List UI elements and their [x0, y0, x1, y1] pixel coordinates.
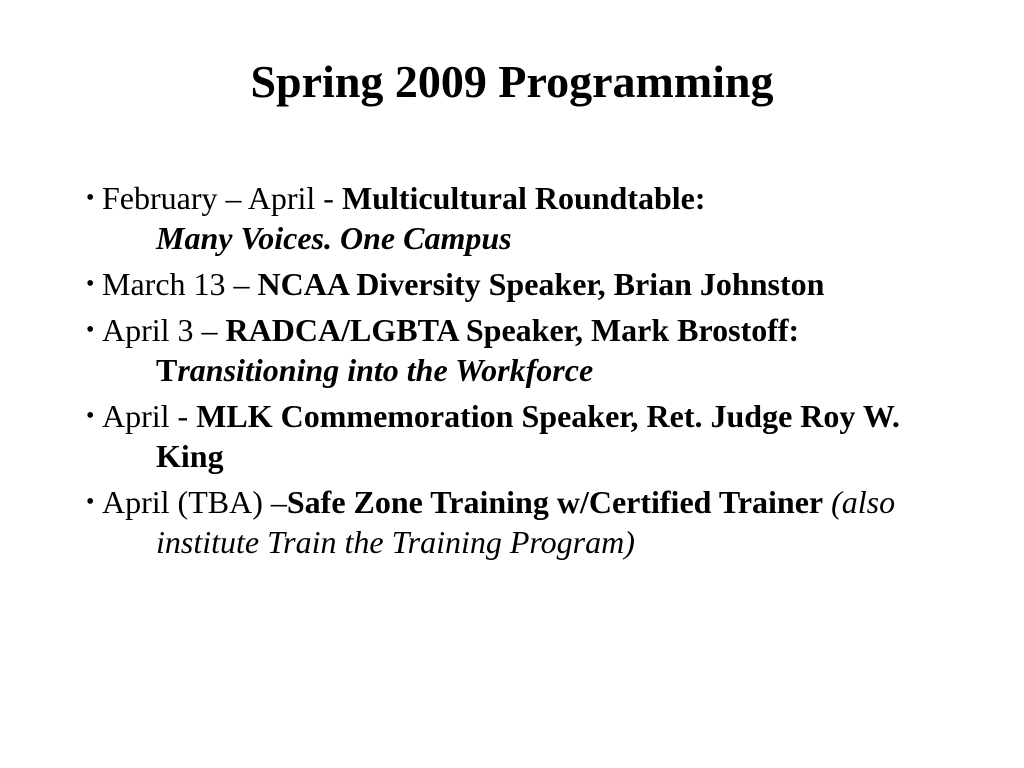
item-title: Multicultural Roundtable:: [341, 180, 706, 216]
item-title-italic: ransitioning into the Workforce: [177, 352, 594, 388]
item-date: April 3 –: [102, 312, 226, 348]
item-subtitle-text: Many Voices. One Campus: [156, 220, 512, 256]
bullet-icon: •: [86, 185, 95, 211]
bullet-icon: •: [86, 317, 95, 343]
item-date: April -: [102, 398, 197, 434]
item-subtitle: [156, 218, 970, 258]
item-title: RADCA/LGBTA Speaker, Mark Brostoff: T: [156, 312, 800, 388]
item-title: MLK Commemoration Speaker, Ret. Judge Roy W. King: [156, 398, 900, 474]
bullet-icon: •: [86, 271, 95, 297]
item-title: NCAA Diversity Speaker, Brian Johnston: [257, 266, 825, 302]
bullet-icon: •: [86, 489, 95, 515]
list-item: [70, 396, 970, 476]
bullet-list: [70, 178, 970, 568]
bullet-icon: •: [86, 403, 95, 429]
item-date: March 13 –: [102, 266, 258, 302]
list-item: [70, 482, 970, 562]
item-title: Safe Zone Training w/Certified Trainer: [286, 484, 824, 520]
item-note: (also institute Train the Training Program): [156, 484, 896, 560]
item-date: February – April -: [102, 180, 342, 216]
list-item: [70, 310, 970, 390]
list-item: [70, 178, 970, 258]
slide-title: Spring 2009 Programming: [250, 56, 774, 107]
item-date: April (TBA) –: [102, 484, 287, 520]
list-item: [70, 264, 970, 304]
